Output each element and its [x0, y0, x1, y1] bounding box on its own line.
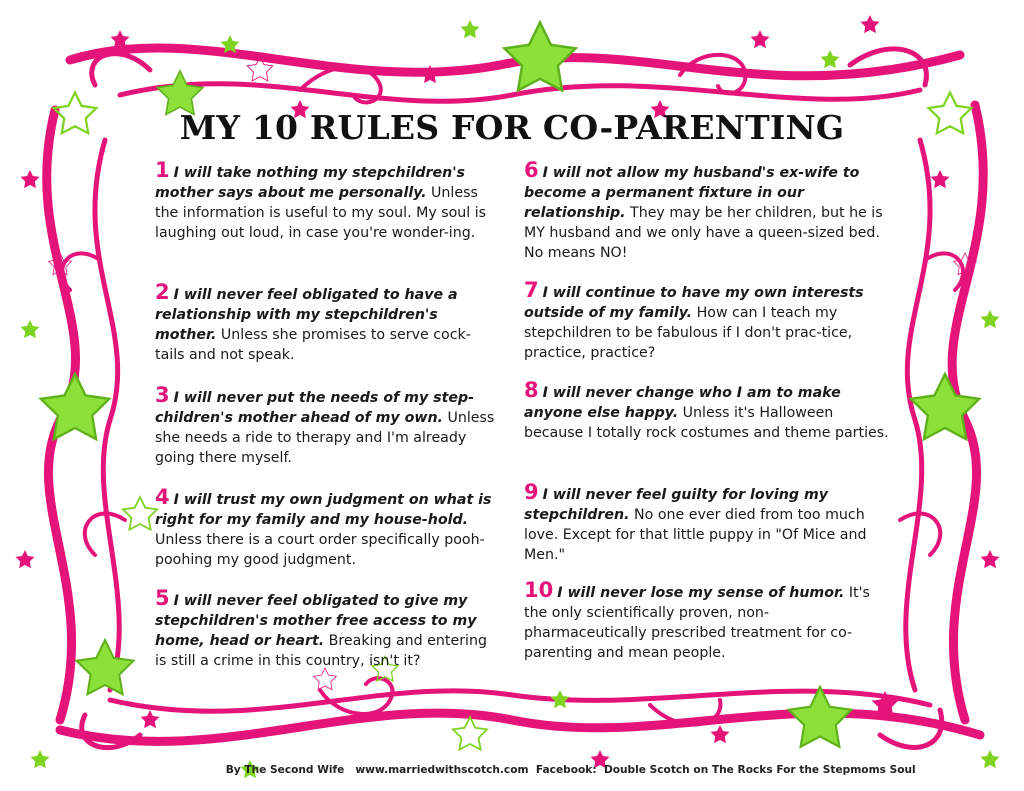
rule-number: 10 — [524, 578, 554, 602]
rule-lead: I will never change who I am to make anyone else happy. — [524, 385, 841, 421]
rule-item — [155, 160, 500, 243]
rule-item — [524, 580, 889, 663]
rule-item — [524, 380, 889, 443]
rule-body: Unless she needs a ride to therapy and I'm already going there myself. — [155, 410, 495, 466]
rule-item — [524, 160, 889, 263]
rule-body: Unless there is a court order specifically pooh-poohing my good judgment. — [155, 532, 485, 568]
rule-item — [155, 385, 500, 468]
footer-website[interactable]: www.marriedwithscotch.com — [355, 764, 529, 776]
rule-body: They may be her children, but he is MY husband and we only have a queen-sized bed. No means NO! — [524, 205, 883, 261]
rule-lead: I will take nothing my stepchildren's mother says about me personally. — [155, 165, 465, 201]
footer-credits — [55, 752, 1024, 776]
rule-item — [155, 588, 500, 671]
rule-item — [524, 280, 889, 363]
rule-number: 4 — [155, 485, 170, 509]
rule-lead: I will never feel obligated to have a relationship with my stepchildren's mother. — [155, 287, 458, 343]
rule-item — [155, 487, 500, 570]
page-title: MY 10 RULES FOR CO-PARENTING — [179, 108, 845, 147]
rule-lead: I will not allow my husband's ex-wife to become a permanent fixture in our relationship. — [524, 165, 860, 221]
rule-body: It's the only scientifically proven, non-pharmaceutically prescribed treatment for co-parenting and mean people. — [524, 585, 870, 661]
footer-author: By The Second Wife — [225, 764, 345, 776]
rule-lead: I will never feel obligated to give my stepchildren's mother free access to my home, head or heart. — [155, 593, 477, 649]
rule-body: Unless she promises to serve cock-tails and not speak. — [155, 327, 471, 363]
rule-number: 8 — [524, 378, 539, 402]
rule-lead: I will never lose my sense of humor. — [557, 585, 845, 601]
rule-number: 5 — [155, 586, 170, 610]
rule-lead: I will continue to have my own interests outside of my family. — [524, 285, 864, 321]
rule-item — [155, 282, 500, 365]
rule-number: 9 — [524, 480, 539, 504]
rule-lead: I will never feel guilty for loving my stepchildren. — [524, 487, 828, 523]
rule-body: Unless it's Halloween because I totally rock costumes and theme parties. — [524, 405, 889, 441]
rule-number: 2 — [155, 280, 170, 304]
rule-number: 3 — [155, 383, 170, 407]
rule-number: 6 — [524, 158, 539, 182]
rule-body: No one ever died from too much love. Except for that little puppy in "Of Mice and Men." — [524, 507, 867, 563]
rule-lead: I will trust my own judgment on what is right for my family and my house-hold. — [155, 492, 492, 528]
rule-lead: I will never put the needs of my step-children's mother ahead of my own. — [155, 390, 475, 426]
footer-facebook[interactable]: Facebook: Double Scotch on The Rocks For the Stepmoms Soul — [535, 764, 916, 776]
rule-body: How can I teach my stepchildren to be fabulous if I don't prac-tice, practice, practice? — [524, 305, 853, 361]
rule-number: 7 — [524, 278, 539, 302]
rule-item — [524, 482, 889, 565]
rule-number: 1 — [155, 158, 170, 182]
rule-body: Unless the information is useful to my soul. My soul is laughing out loud, in case you're wonder-ing. — [155, 185, 487, 241]
rule-body: Breaking and entering is still a crime in this country, isn't it? — [155, 633, 487, 669]
